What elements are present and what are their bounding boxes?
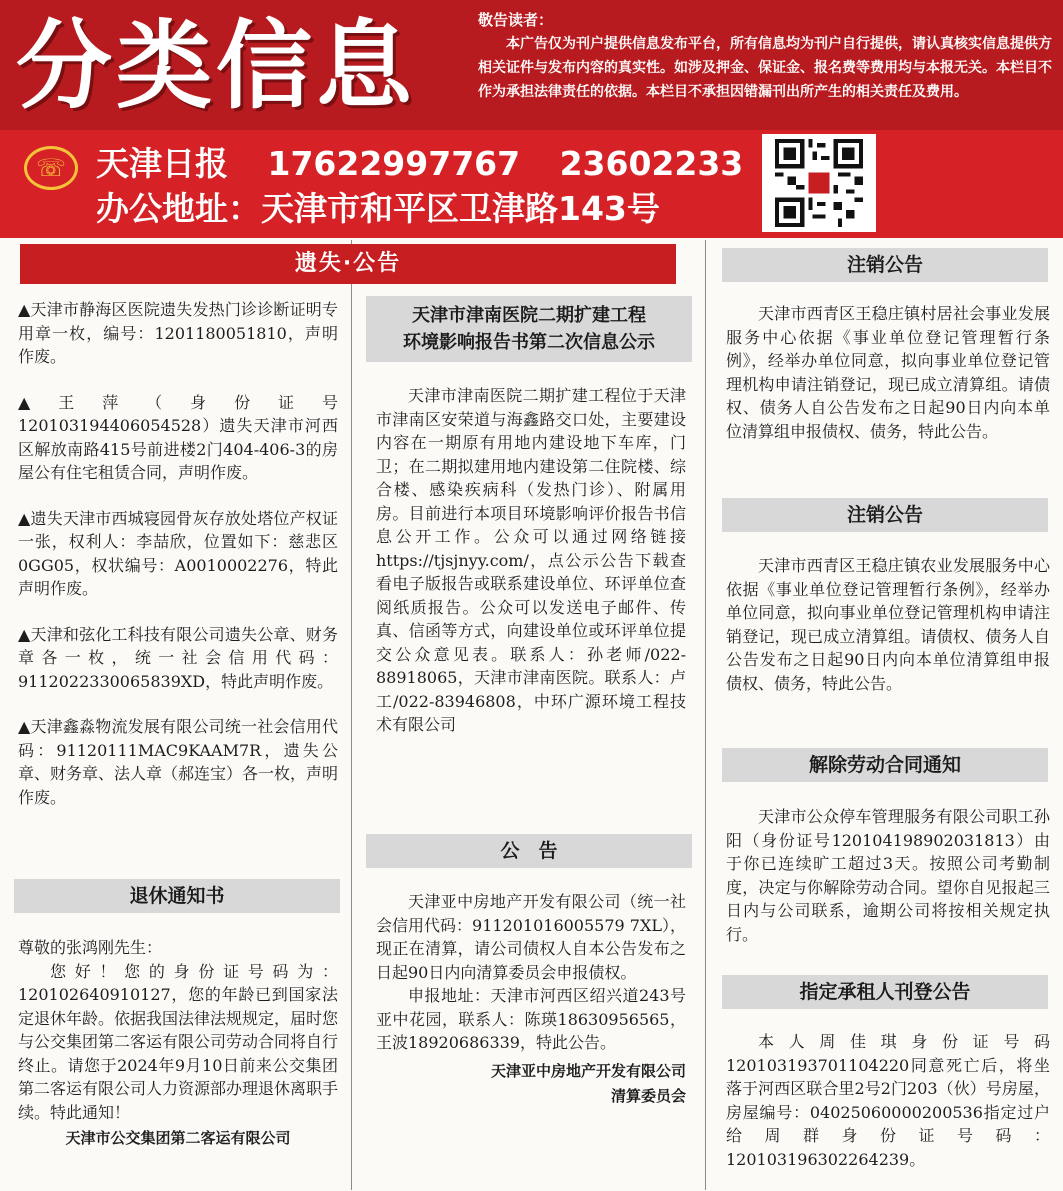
column-middle	[366, 238, 692, 1191]
hospital-title-line1: 天津市津南医院二期扩建工程	[412, 305, 646, 326]
phone-icon: ☏	[24, 146, 78, 190]
lost-item: ▲天津市静海区医院遗失发热门诊诊断证明专用章一枚，编号：1201180051810，声明作废。	[18, 300, 338, 366]
lost-item: ▲天津和弦化工科技有限公司遗失公章、财务章各一枚，统一社会信用代码：9112022330065839XD，特此声明作废。	[18, 624, 338, 691]
announce-text-2: 申报地址：天津市河西区绍兴道243号亚中花园，联系人：陈瑛18630956565，王波18920686339，特此公告。	[376, 986, 686, 1052]
tenant-body	[726, 1030, 1050, 1171]
cancel-2-text: 天津市西青区王稳庄镇农业发展服务中心依据《事业单位登记管理暂行条例》，经举办单位同意，拟向事业单位登记管理机构申请注销登记，现已成立清算组。请债权、债务人自公告发布之日起90日内向本单位清算组申报债权、债务，特此公告。	[726, 556, 1050, 693]
labor-body	[726, 805, 1050, 946]
cancel-1-title: 注销公告	[722, 248, 1048, 282]
column-divider	[705, 240, 706, 1190]
cancel-2-title: 注销公告	[722, 498, 1048, 532]
reader-notice	[478, 8, 1052, 104]
retire-notice	[18, 936, 338, 1151]
hospital-body	[376, 384, 686, 737]
contact-phones	[96, 142, 771, 186]
lost-item: ▲遗失天津市西城寝园骨灰存放处塔位产权证一张，权利人：李喆欣，位置如下：慈悲区0GG05，权状编号：A0010002276，特此声明作废。	[18, 508, 338, 598]
hospital-title-line2: 环境影响报告书第二次信息公示	[403, 332, 655, 353]
notice-title: 敬告读者：	[478, 11, 554, 29]
announce-title: 公 告	[366, 834, 692, 868]
lost-item: ▲天津鑫淼物流发展有限公司统一社会信用代码：91120111MAC9KAAM7R，遗失公章、财务章、法人章（郝连宝）各一枚，声明作废。	[18, 717, 339, 807]
lost-items	[18, 298, 338, 831]
paper-name: 天津日报	[96, 144, 228, 183]
cancel-1-text: 天津市西青区王稳庄镇村居社会事业发展服务中心依据《事业单位登记管理暂行条例》，经举办单位同意，拟向事业单位登记管理机构申请注销登记，现已成立清算组。请债权、债务人自公告发布之日起90日内向本单位清算组申报债权、债务，特此公告。	[726, 304, 1050, 441]
masthead-title: 分类信息	[16, 10, 416, 122]
phone-number-2: 23602233	[559, 144, 744, 183]
announce-text-1: 天津亚中房地产开发有限公司（统一社会信用代码：911201016005579 7XL），现正在清算，请公司债权人自本公告发布之日起90日内向清算委员会申报债权。	[376, 892, 686, 982]
hospital-title	[366, 296, 692, 362]
retire-title: 退休通知书	[14, 879, 340, 913]
qr-code-icon	[762, 134, 876, 232]
cancel-1-body	[726, 302, 1050, 443]
cancel-2-body	[726, 554, 1050, 695]
retire-greeting: 尊敬的张鸿刚先生：	[18, 938, 163, 957]
retire-body: 您好！您的身份证号码为：120102640910127，您的年龄已到国家法定退休年龄。依据我国法律法规规定，届时您与公交集团第二客运有限公司劳动合同将自行终止。请您于2024年9月10日前来公交集团第二客运有限公司人力资源部办理退休离职手续。特此通知！	[18, 961, 339, 1122]
tenant-title: 指定承租人刊登公告	[722, 975, 1048, 1009]
column-right	[722, 238, 1050, 1191]
announce-signature-2: 清算委员会	[610, 1086, 686, 1105]
lost-item: ▲ 王 萍 （ 身 份 证 号 120103194406054528）遗失天津市河西区解放南路415号前进楼2门404-406-3的房屋公有住宅租赁合同，声明作废。	[18, 392, 338, 482]
hospital-text: 天津市津南医院二期扩建工程位于天津市津南区安荣道与海鑫路交口处，主要建设内容在一期原有用地内建设地下车库，门卫；在二期拟建用地内建设第二住院楼、综合楼、感染疾病科（发热门诊）、附属用房。目前进行本项目环境影响评价报告书信息公开工作。公众可以通过网络链接https://tjsjnyy.com/，点公示公告下载查看电子版报告或联系建设单位、环评单位查阅纸质报告。公众可以发送电子邮件、传真、信函等方式，向建设单位或环评单位提交公众意见表。联系人：孙老师/022-88918065，天津市津南医院。联系人：卢工/022-83946808，中环广源环境工程技术有限公司	[376, 386, 686, 734]
column-left	[18, 238, 338, 1191]
labor-title: 解除劳动合同通知	[722, 748, 1048, 782]
column-divider	[351, 240, 352, 1190]
lost-section-title: 遗失·公告	[20, 244, 676, 284]
phone-number-1: 17622997767	[267, 144, 521, 183]
retire-signature: 天津市公交集团第二客运有限公司	[65, 1129, 291, 1147]
notice-body: 本广告仅为刊户提供信息发布平台，所有信息均为刊户自行提供，请认真核实信息提供方相关证件与发布内容的真实性。如涉及押金、保证金、报名费等费用均与本报无关。本栏目不作为承担法律责任的依据。本栏目不承担因错漏刊出所产生的相关责任及费用。	[478, 36, 1052, 100]
labor-text: 天津市公众停车管理服务有限公司职工孙阳（身份证号120104198902031813）由于你已连续旷工超过3天。按照公司考勤制度，决定与你解除劳动合同。望你自见报起三日内与公司联系，逾期公司将按相关规定执行。	[726, 807, 1050, 944]
announce-body	[376, 890, 686, 1109]
announce-signature-1: 天津亚中房地产开发有限公司	[490, 1061, 686, 1080]
office-address: 办公地址：天津市和平区卫津路143号	[96, 189, 660, 228]
tenant-text: 本人周佳琪身份证号码120103193701104220同意死亡后，将坐落于河西区联合里2号2门203（伙）号房屋，房屋编号：04025060000200536指定过户给周群身份证号码：120103196302264239。	[726, 1032, 1050, 1169]
